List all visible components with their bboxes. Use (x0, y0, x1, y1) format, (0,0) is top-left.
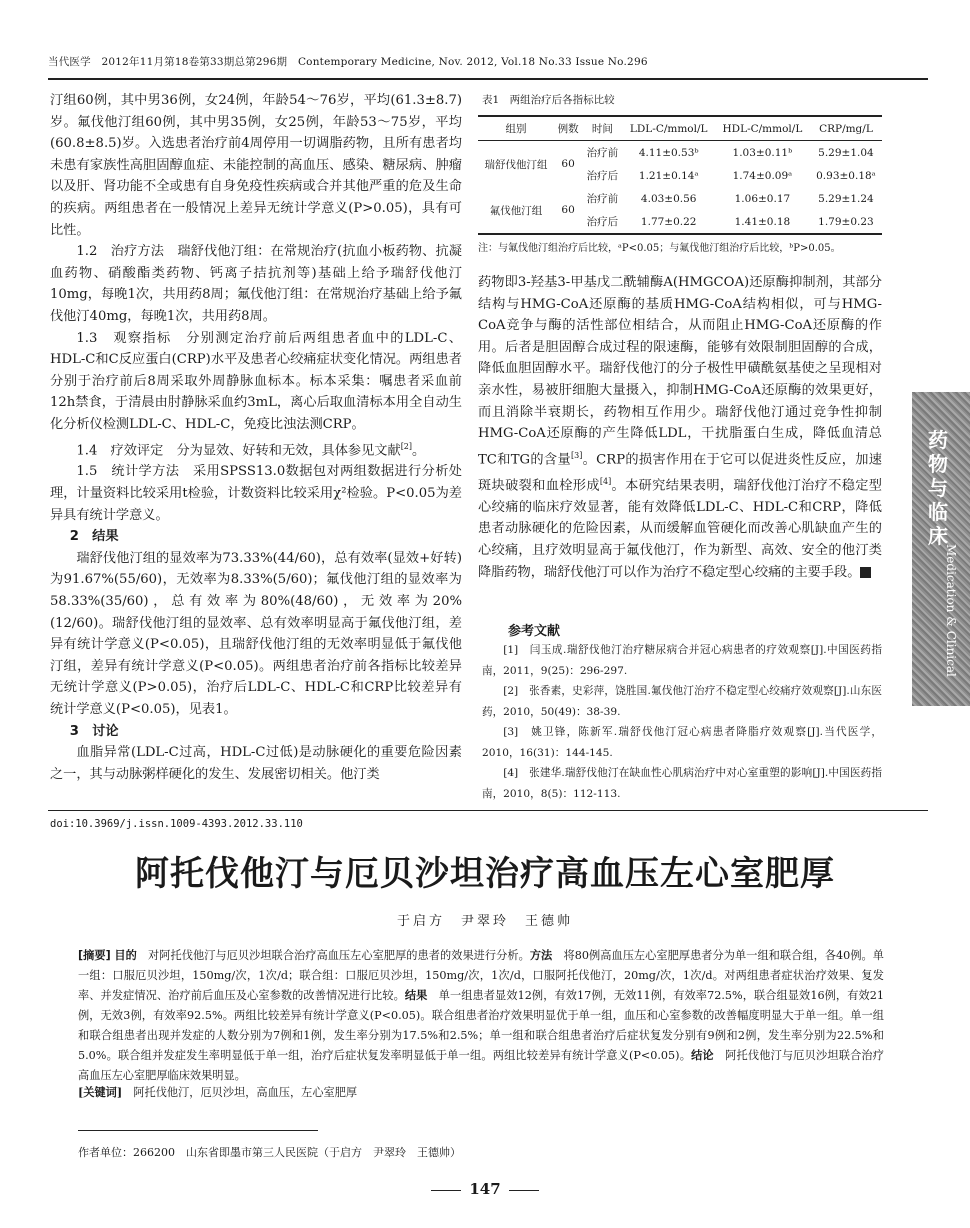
table-cell: 5.29±1.04 (818, 146, 874, 159)
table-cell: 4.03±0.56 (640, 192, 697, 205)
table-cell: 1.06±0.17 (734, 192, 791, 205)
table-header: 例数 (557, 123, 579, 135)
running-header: 当代医学 2012年11月第18卷第33期总第296期 Contemporary Medicine, Nov. 2012, Vol.18 No.33 Issue No.296 (48, 56, 648, 68)
abstract (78, 946, 884, 1086)
reference-item: [3] 姚卫锋，陈新军.瑞舒伐他汀冠心病患者降脂疗效观察[J].当代医学，2010，16(31)：144-145. (482, 726, 882, 759)
reference-item: [2] 张香素，史彩萍，饶胜国.氟伐他汀治疗不稳定型心绞痛疗效观察[J].山东医药，2010，50(49)：38-39. (482, 685, 882, 718)
end-mark-icon (860, 567, 871, 578)
references-title: 参考文献 (508, 624, 561, 639)
discussion-continued (478, 272, 882, 583)
table-cell: 1.03±0.11ᵇ (732, 146, 793, 159)
header-rule (48, 78, 928, 80)
section-1-5: 1.5 统计学方法 采用SPSS13.0数据包对两组数据进行分析处理，计量资料比较采用t检验，计数资料比较采用χ²检验。P<0.05为差异具有统计学意义。 (50, 464, 462, 523)
data-table (478, 115, 882, 235)
section-1-3: 1.3 观察指标 分别测定治疗前后两组患者血中的LDL-C、HDL-C和C反应蛋白(CRP)水平及患者心绞痛症状变化情况。两组患者分别于治疗前后8周采取外周静脉血标本。标本采集：嘱患者采血前12h禁食，于清晨由肘静脉采血约3mL，离心后取血清标本用全自动生化分析仪检测LDL-C、HDL-C，免疫比浊法测CRP。 (50, 330, 462, 432)
heading-discussion: 3 讨论 (69, 723, 119, 739)
table-cell: 治疗前 (586, 147, 619, 159)
table-cell-n: 60 (561, 204, 575, 216)
table-cell-group: 氟伐他汀组 (489, 204, 543, 217)
keywords (78, 1084, 357, 1100)
table-cell: 治疗后 (586, 216, 619, 228)
table-cell: 1.77±0.22 (640, 215, 697, 228)
author-affiliation: 作者单位：266200 山东省即墨市第三人民医院（于启方 尹翠玲 王德帅） (78, 1146, 461, 1159)
table-cell: 1.74±0.09ᵃ (732, 169, 793, 182)
sidebar-label-cn: 药物与临床 (928, 428, 948, 548)
table-header: 组别 (505, 123, 527, 135)
table-cell: 4.11±0.53ᵇ (638, 146, 699, 159)
conclusion-text: 阿托伐他汀与厄贝沙坦联合治疗高血压左心室肥厚临床效果明显。 (78, 1049, 884, 1082)
text-segment: 。本研究结果表明，瑞舒伐他汀治疗不稳定型心绞痛的临床疗效显著，能有效降低LDL-C、HDL-C和CRP，降低患者动脉硬化的危险因素，从而缓解血管硬化而改善心肌缺血产生的心绞痛，且疗效明显高于氟伐他汀，作为新型、高效、安全的他汀类降脂药物，瑞舒伐他汀可以作为治疗不稳定型心绞痛的主要手段。 (478, 478, 882, 580)
table-cell: 1.79±0.23 (818, 215, 874, 228)
table-cell-n: 60 (561, 158, 575, 170)
table-caption: 表1 两组治疗后各指标比较 (482, 94, 615, 106)
objective-label: 目的 (114, 949, 137, 962)
table-cell: 治疗前 (586, 193, 619, 205)
references-list (482, 640, 882, 804)
table-cell-group: 瑞舒伐他汀组 (484, 158, 548, 171)
article-title: 阿托伐他汀与厄贝沙坦治疗高血压左心室肥厚 (135, 854, 835, 894)
table-header: HDL-C/mmol/L (722, 122, 803, 135)
article-authors: 于启方 尹翠玲 王德帅 (396, 914, 573, 929)
table-cell: 治疗后 (586, 170, 619, 182)
conclusion-label: 结论 (691, 1049, 714, 1062)
table-cell: 0.93±0.18ᵃ (816, 169, 876, 182)
table-cell: 5.29±1.24 (818, 192, 874, 205)
table-header: CRP/mg/L (819, 122, 873, 135)
table-cell: 1.21±0.14ᵃ (638, 169, 699, 182)
section-1-4-end: 。 (412, 442, 426, 458)
heading-results: 2 结果 (69, 529, 119, 545)
table-note: 注：与氟伐他汀组治疗后比较，ᵃP<0.05；与氟伐他汀组治疗后比较，ᵇP>0.05。 (478, 243, 841, 254)
result-text: 单一组患者显效12例，有效17例，无效11例，有效率72.5%，联合组显效16例，有效21例，无效3例，有效率92.5%。两组比较差异有统计学意义(P<0.05)。联合组患者治疗效果明显优于单一组，血压和心室参数的改善幅度明显大于单一组。单一组和联合组患者出现并发症的人数分别为7例和1例，发生率分别为17.5%和2.5%；单一组和联合组患者治疗后症状复发分别有9例和2例，发生率分别为22.5%和5.0%。联合组并发症发生率明显低于单一组，治疗后症状复发率明显低于单一组。两组比较差异有统计学意义(P<0.05)。 (78, 989, 884, 1062)
left-column (50, 90, 462, 785)
keywords-text: 阿托伐他汀，厄贝沙坦，高血压，左心室肥厚 (133, 1086, 358, 1099)
citation: [2] (400, 441, 413, 451)
section-1-4-text: 1.4 疗效评定 分为显效、好转和无效，具体参见文献 (76, 442, 401, 458)
section-1-2: 1.2 治疗方法 瑞舒伐他汀组：在常规治疗(抗血小板药物、抗凝血药物、硝酸酯类药物、钙离子拮抗剂等)基础上给予瑞舒伐他汀10mg，每晚1次，共用药8周；氟伐他汀组：在常规治疗基础上给予氟伐他汀40mg，每晚1次，共用药8周。 (50, 244, 462, 324)
table-row (478, 187, 882, 210)
reference-item: [4] 张建华.瑞舒伐他汀在缺血性心肌病治疗中对心室重塑的影响[J].中国医药指南，2010，8(5)：112-113. (482, 767, 882, 800)
discussion-paragraph: 血脂异常(LDL-C过高，HDL-C过低)是动脉硬化的重要危险因素之一，其与动脉粥样硬化的发生、发展密切相关。他汀类 (50, 745, 462, 782)
text-segment: 药物即3-羟基3-甲基戊二酰辅酶A(HMGCOA)还原酶抑制剂，其部分结构与HMG-CoA还原酶的基质HMG-CoA结构相似，可与HMG-CoA竞争与酶的活性部位相结合，从而阻止HMG-CoA还原酶的作用。后者是胆固醇合成过程的限速酶，能够有效限制胆固醇的合成，降低血胆固醇水平。瑞舒伐他汀的分子极性甲磺酰氨基使之呈现相对亲水性，易被肝细胞大量摄入，抑制HMG-CoA还原酶的效果更好，而且消除半衰期长，药物相互作用少。瑞舒伐他汀通过竞争性抑制HMG-CoA还原酶的产生降低LDL，干扰脂蛋白生成，降低血清总TC和TG的含量 (478, 275, 882, 468)
method-text: 将80例高血压左心室肥厚患者分为单一组和联合组，各40例。单一组：口服厄贝沙坦，150mg/次，1次/d；联合组：口服厄贝沙坦，150mg/次，1次/d，口服阿托伐他汀，20mg/次，1次/d。对两组患者症状治疗效果、复发率、并发症情况、治疗前后血压及心室参数的改善情况进行比较。 (78, 949, 884, 1002)
citation: [3] (570, 450, 583, 460)
table-header: 时间 (591, 123, 613, 135)
paragraph: 汀组60例，其中男36例，女24例，年龄54～76岁，平均(61.3±8.7)岁。氟伐他汀组60例，其中男35例，女25例，年龄53～75岁，平均(60.8±8.5)岁。入选患者治疗前4周停用一切调脂药物，且所有患者均未患有家族性高胆固醇血症、未能控制的高血压、感染、糖尿病、肿瘤以及肝、肾功能不全或患有自身免疫性疾病或合并其他严重的危及生命的疾病。两组患者在一般情况上差异无统计学意义(P>0.05)，具有可比性。 (50, 93, 462, 238)
doi: doi:10.3969/j.issn.1009-4393.2012.33.110 (50, 818, 303, 830)
right-column (478, 272, 882, 583)
footnote-rule (78, 1130, 318, 1131)
keywords-label: [关键词] (78, 1085, 123, 1099)
text-segment: 。CRP的损害作用在于它可以促进炎性反应，加速斑块破裂和血栓形成 (478, 452, 882, 494)
results-paragraph: 瑞舒伐他汀组的显效率为73.33%(44/60)，总有效率(显效+好转)为91.67%(55/60)，无效率为8.33%(5/60)；氟伐他汀组的显效率为58.33%(35/60)，总有效率为80%(48/60)，无效率为20%(12/60)。瑞舒伐他汀组的显效率、总有效率明显高于氟伐他汀组，差异有统计学意义(P<0.05)，且瑞舒伐他汀组的无效率明显低于氟伐他汀组，差异有统计学意义(P<0.05)。两组患者治疗前各指标比较差异无统计学意义(P>0.05)，治疗后LDL-C、HDL-C和CRP比较差异有统计学意义(P<0.05)，见表1。 (50, 550, 462, 718)
sidebar-label-en: Medication & Clinical (944, 543, 958, 677)
objective-text: 对阿托伐他汀与厄贝沙坦联合治疗高血压左心室肥厚的患者的效果进行分析。 (148, 949, 530, 962)
citation: [4] (599, 476, 612, 486)
page-number (0, 1180, 970, 1198)
section-divider (48, 810, 928, 811)
reference-item: [1] 闫玉成.瑞舒伐他汀治疗糖尿病合并冠心病患者的疗效观察[J].中国医药指南，2011，9(25)：296-297. (482, 644, 882, 677)
abstract-label: [摘要] (78, 949, 111, 962)
table-cell: 1.41±0.18 (734, 215, 791, 228)
page-number-text: 147 (469, 1180, 501, 1198)
dash-right (509, 1190, 539, 1191)
table-row (478, 141, 882, 165)
section-1-4 (50, 436, 462, 462)
dash-left (431, 1190, 461, 1191)
result-label: 结果 (404, 989, 428, 1002)
method-label: 方法 (529, 949, 553, 962)
table-header: LDL-C/mmol/L (629, 122, 708, 135)
table-header-row (478, 116, 882, 141)
table-1 (478, 92, 882, 254)
